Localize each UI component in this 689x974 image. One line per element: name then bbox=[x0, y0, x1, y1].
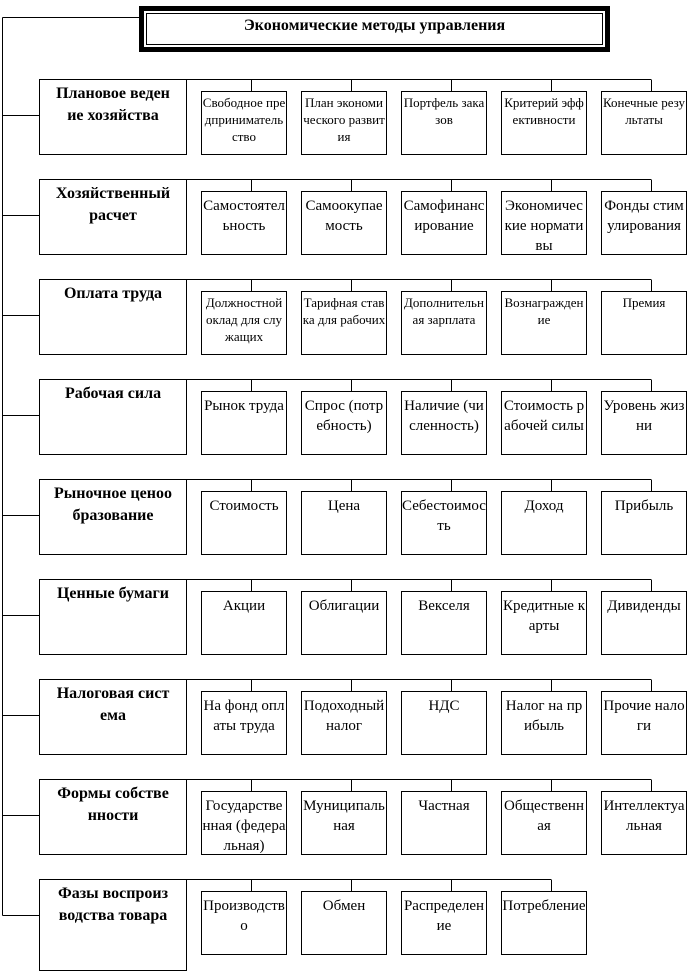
item-label: Стоимость рабочей силы bbox=[503, 398, 585, 434]
item-box bbox=[501, 891, 587, 955]
item-box bbox=[201, 891, 287, 955]
item-label: Самоокупаемость bbox=[305, 198, 383, 234]
item-box bbox=[601, 191, 687, 255]
item-box bbox=[201, 91, 287, 155]
item-label: Дивиденды bbox=[607, 598, 681, 614]
item-label: План экономического развития bbox=[303, 95, 385, 144]
item-box bbox=[401, 491, 487, 555]
item-box bbox=[601, 591, 687, 655]
item-label: Кредитные карты bbox=[503, 598, 585, 634]
category-label: Оплата труда bbox=[63, 285, 163, 302]
category-label: Фазы воспроизводства товара bbox=[57, 885, 169, 924]
item-label: Производство bbox=[203, 898, 285, 934]
item-label: Портфель заказов bbox=[403, 95, 485, 127]
item-label: Государственная (федеральная) bbox=[202, 798, 286, 854]
item-box bbox=[301, 791, 387, 855]
item-label: Конечные результаты bbox=[603, 95, 685, 127]
item-box bbox=[201, 791, 287, 855]
item-box bbox=[401, 591, 487, 655]
diagram-title-box bbox=[139, 6, 610, 52]
item-label: Общественная bbox=[504, 798, 584, 834]
item-label: Подоходный налог bbox=[303, 698, 385, 734]
category-box bbox=[39, 879, 187, 971]
item-box bbox=[601, 691, 687, 755]
item-box bbox=[601, 391, 687, 455]
item-label: Тарифная ставка для рабочих bbox=[302, 295, 386, 327]
item-label: Обмен bbox=[322, 898, 366, 914]
item-box bbox=[301, 191, 387, 255]
category-box bbox=[39, 179, 187, 255]
category-box bbox=[39, 479, 187, 555]
item-label: Акции bbox=[222, 598, 266, 614]
item-label: Себестоимость bbox=[402, 498, 486, 534]
category-label: Хозяйственный расчет bbox=[55, 185, 171, 224]
item-box bbox=[301, 391, 387, 455]
item-box bbox=[201, 391, 287, 455]
item-label: Распределение bbox=[403, 898, 485, 934]
item-box bbox=[601, 791, 687, 855]
item-label: Прибыль bbox=[614, 498, 674, 514]
item-box bbox=[501, 491, 587, 555]
item-box bbox=[301, 491, 387, 555]
category-box bbox=[39, 79, 187, 155]
category-label: Ценные бумаги bbox=[56, 585, 170, 602]
item-label: Критерий эффективности bbox=[504, 95, 584, 127]
item-label: Должностной оклад для служащих bbox=[205, 295, 283, 344]
item-box bbox=[501, 691, 587, 755]
category-box bbox=[39, 579, 187, 655]
item-label: Фонды стимулирования bbox=[604, 198, 684, 234]
diagram-title: Экономические методы управления bbox=[146, 13, 603, 45]
item-box bbox=[401, 891, 487, 955]
item-box bbox=[501, 791, 587, 855]
item-box bbox=[501, 391, 587, 455]
item-box bbox=[601, 291, 687, 355]
item-box bbox=[301, 891, 387, 955]
item-label: Уровень жизни bbox=[603, 398, 685, 434]
item-label: Стоимость bbox=[209, 498, 279, 514]
item-box bbox=[201, 191, 287, 255]
item-label: Интеллектуальная bbox=[603, 798, 685, 834]
item-label: На фонд оплаты труда bbox=[203, 698, 285, 734]
item-box bbox=[401, 391, 487, 455]
item-box bbox=[401, 691, 487, 755]
category-label: Рабочая сила bbox=[64, 385, 162, 402]
item-label: Вознаграждение bbox=[504, 295, 584, 327]
item-label: Свободное предпринимательство bbox=[202, 95, 286, 144]
item-label: Цена bbox=[327, 498, 361, 514]
item-box bbox=[601, 91, 687, 155]
item-box bbox=[301, 591, 387, 655]
item-box bbox=[301, 691, 387, 755]
item-box bbox=[201, 291, 287, 355]
item-label: Муниципальная bbox=[303, 798, 385, 834]
category-label: Рыночное ценообразование bbox=[54, 485, 172, 524]
category-box bbox=[39, 679, 187, 755]
item-box bbox=[201, 491, 287, 555]
item-label: Экономические нормативы bbox=[504, 198, 584, 254]
item-box bbox=[601, 491, 687, 555]
item-box bbox=[301, 291, 387, 355]
category-label: Формы собственности bbox=[57, 785, 169, 824]
item-label: Частная bbox=[418, 798, 470, 814]
category-label: Налоговая система bbox=[56, 685, 170, 724]
item-label: Доход bbox=[524, 498, 564, 514]
item-label: Самофинансирование bbox=[403, 198, 485, 234]
item-label: Облигации bbox=[308, 598, 380, 614]
item-label: Премия bbox=[622, 295, 666, 310]
category-label: Плановое ведение хозяйства bbox=[56, 85, 170, 124]
item-label: Спрос (потребность) bbox=[304, 398, 384, 434]
item-label: Налог на прибыль bbox=[505, 698, 583, 734]
item-label: НДС bbox=[428, 698, 460, 714]
item-label: Рынок труда bbox=[204, 398, 284, 414]
item-box bbox=[401, 191, 487, 255]
category-box bbox=[39, 379, 187, 455]
item-box bbox=[501, 191, 587, 255]
item-label: Векселя bbox=[418, 598, 470, 614]
item-label: Потребление bbox=[502, 898, 586, 914]
item-box bbox=[401, 291, 487, 355]
item-box bbox=[501, 91, 587, 155]
item-label: Дополнительная зарплата bbox=[404, 295, 484, 327]
item-box bbox=[201, 591, 287, 655]
category-box bbox=[39, 779, 187, 855]
item-box bbox=[401, 91, 487, 155]
item-box bbox=[401, 791, 487, 855]
item-box bbox=[201, 691, 287, 755]
category-box bbox=[39, 279, 187, 355]
item-box bbox=[501, 291, 587, 355]
item-label: Самостоятельность bbox=[203, 198, 285, 234]
item-box bbox=[501, 591, 587, 655]
item-label: Прочие налоги bbox=[603, 698, 685, 734]
item-label: Наличие (численность) bbox=[404, 398, 484, 434]
item-box bbox=[301, 91, 387, 155]
